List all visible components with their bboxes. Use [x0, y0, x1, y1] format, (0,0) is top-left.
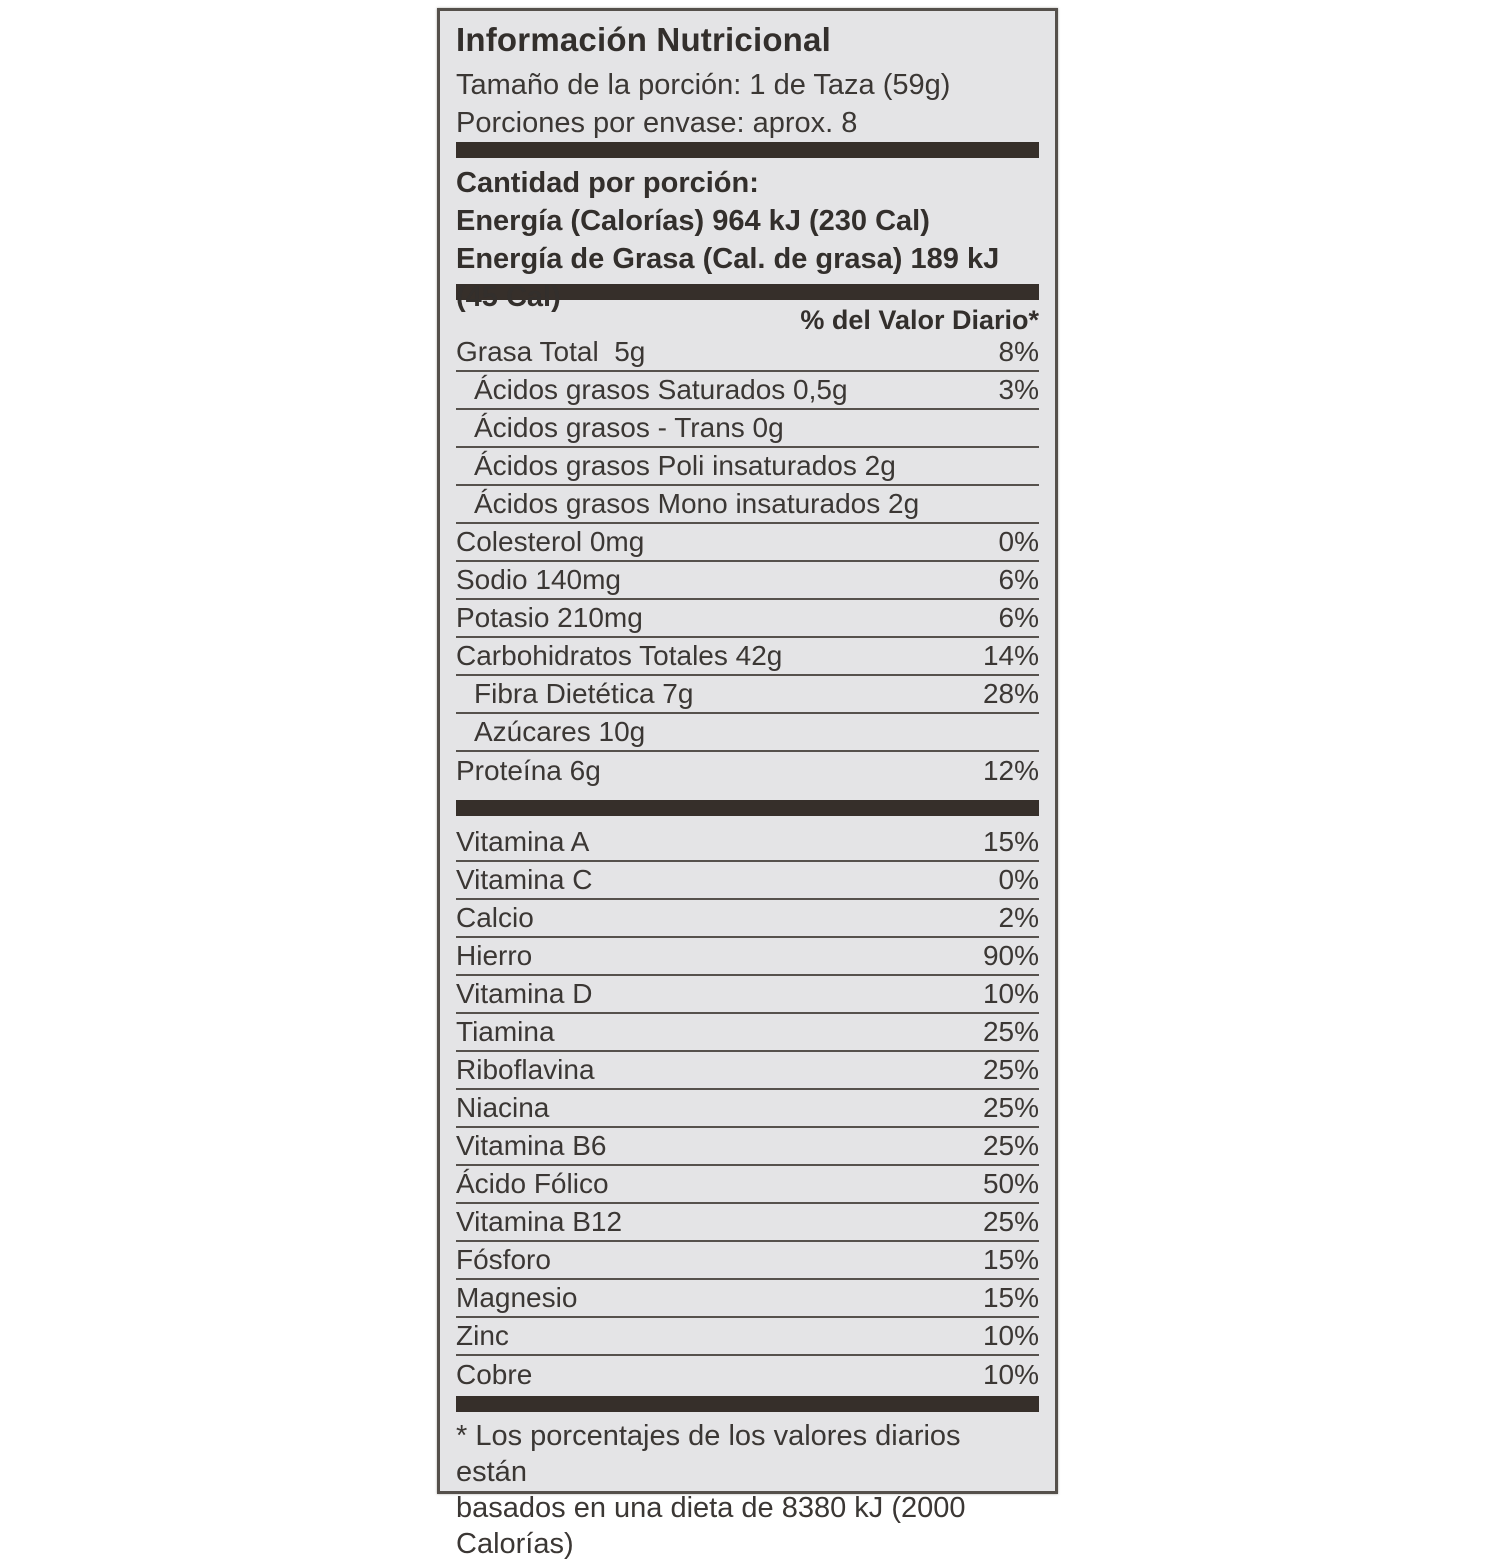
micronutrient-row [456, 1090, 1039, 1128]
nutrient-row [456, 752, 1039, 790]
micronutrient-row [456, 1280, 1039, 1318]
row-label: Sodio 140mg [456, 564, 622, 595]
row-label: Vitamina A [456, 826, 590, 857]
row-label: Riboflavina [456, 1054, 595, 1085]
row-label: Proteína 6g [456, 755, 601, 786]
row-label: Carbohidratos Totales 42g [456, 640, 783, 671]
nutrient-row [456, 676, 1039, 714]
label-inner [440, 21, 1055, 1560]
row-daily-value: 2% [998, 902, 1039, 933]
row-label: Hierro [456, 940, 533, 971]
micronutrient-row [456, 1014, 1039, 1052]
row-daily-value: 3% [998, 374, 1039, 405]
row-label: Vitamina B12 [456, 1206, 623, 1237]
row-daily-value: 25% [982, 1054, 1039, 1085]
nutrient-row [456, 410, 1039, 448]
row-label: Niacina [456, 1092, 550, 1123]
row-daily-value: 6% [998, 564, 1039, 595]
micronutrient-row [456, 900, 1039, 938]
row-daily-value: 8% [998, 336, 1039, 367]
nutrient-row [456, 448, 1039, 486]
row-label: Fósforo [456, 1244, 551, 1275]
row-daily-value: 25% [982, 1016, 1039, 1047]
row-daily-value: 12% [982, 755, 1039, 786]
energy-line: Energía (Calorías) 964 kJ (230 Cal) [456, 205, 930, 237]
row-label: Vitamina D [456, 978, 593, 1009]
row-daily-value: 0% [998, 864, 1039, 895]
nutrient-row [456, 486, 1039, 524]
row-label: Grasa Total 5g [456, 336, 646, 367]
row-label: Ácidos grasos Poli insaturados 2g [474, 450, 896, 481]
row-label: Cobre [456, 1359, 533, 1390]
nutrient-row [456, 600, 1039, 638]
row-daily-value: 25% [982, 1130, 1039, 1161]
servings-per-container-line: Porciones por envase: aprox. 8 [456, 107, 858, 139]
row-daily-value: 15% [982, 1282, 1039, 1313]
row-label: Ácido Fólico [456, 1168, 609, 1199]
row-label: Fibra Dietética 7g [474, 678, 694, 709]
row-label: Vitamina B6 [456, 1130, 607, 1161]
nutrition-facts-label [437, 8, 1058, 1560]
micronutrient-row [456, 1356, 1039, 1394]
row-label: Potasio 210mg [456, 602, 643, 633]
row-daily-value: 0% [998, 526, 1039, 557]
row-label: Azúcares 10g [474, 716, 646, 747]
daily-value-header: % del Valor Diario* [800, 305, 1039, 335]
micronutrient-row [456, 1128, 1039, 1166]
footnote-line-1: * Los porcentajes de los valores diarios están [456, 1420, 961, 1488]
nutrient-row [456, 524, 1039, 562]
row-label: Ácidos grasos Mono insaturados 2g [474, 488, 920, 519]
row-daily-value: 50% [982, 1168, 1039, 1199]
row-label: Magnesio [456, 1282, 578, 1313]
micronutrient-row [456, 862, 1039, 900]
micronutrient-row [456, 938, 1039, 976]
label-title: Información Nutricional [456, 21, 831, 58]
energy-from-fat-line: Energía de Grasa (Cal. de grasa) 189 kJ (45 Cal) [456, 243, 1000, 313]
row-daily-value: 6% [998, 602, 1039, 633]
nutrient-row [456, 714, 1039, 752]
micronutrient-row [456, 1052, 1039, 1090]
row-daily-value: 15% [982, 1244, 1039, 1275]
footnote-line-2: basados en una dieta de 8380 kJ (2000 Calorías) [456, 1492, 966, 1560]
row-daily-value: 25% [982, 1206, 1039, 1237]
row-label: Vitamina C [456, 864, 593, 895]
row-label: Zinc [456, 1320, 509, 1351]
micronutrient-row [456, 824, 1039, 862]
amount-per-serving-line: Cantidad por porción: [456, 167, 759, 199]
micronutrient-row [456, 1166, 1039, 1204]
micronutrient-row [456, 1204, 1039, 1242]
nutrient-row [456, 372, 1039, 410]
separator-bar [456, 142, 1039, 158]
row-label: Calcio [456, 902, 534, 933]
separator-bar [456, 800, 1039, 816]
serving-size-line: Tamaño de la porción: 1 de Taza (59g) [456, 69, 951, 101]
row-daily-value: 10% [982, 978, 1039, 1009]
nutrient-row [456, 638, 1039, 676]
micronutrient-row [456, 1242, 1039, 1280]
row-daily-value: 28% [982, 678, 1039, 709]
row-daily-value: 10% [982, 1359, 1039, 1390]
micronutrient-table [456, 824, 1039, 1394]
row-daily-value: 10% [982, 1320, 1039, 1351]
row-label: Ácidos grasos - Trans 0g [474, 412, 784, 443]
row-label: Tiamina [456, 1016, 555, 1047]
row-daily-value: 90% [982, 940, 1039, 971]
row-daily-value: 15% [982, 826, 1039, 857]
row-label: Colesterol 0mg [456, 526, 645, 557]
row-daily-value: 14% [982, 640, 1039, 671]
row-label: Ácidos grasos Saturados 0,5g [474, 374, 848, 405]
nutrient-row [456, 334, 1039, 372]
footnote [456, 1418, 1039, 1562]
row-daily-value: 25% [982, 1092, 1039, 1123]
micronutrient-row [456, 976, 1039, 1014]
separator-bar [456, 1396, 1039, 1412]
nutrient-row [456, 562, 1039, 600]
nutrient-table [456, 334, 1039, 790]
micronutrient-row [456, 1318, 1039, 1356]
